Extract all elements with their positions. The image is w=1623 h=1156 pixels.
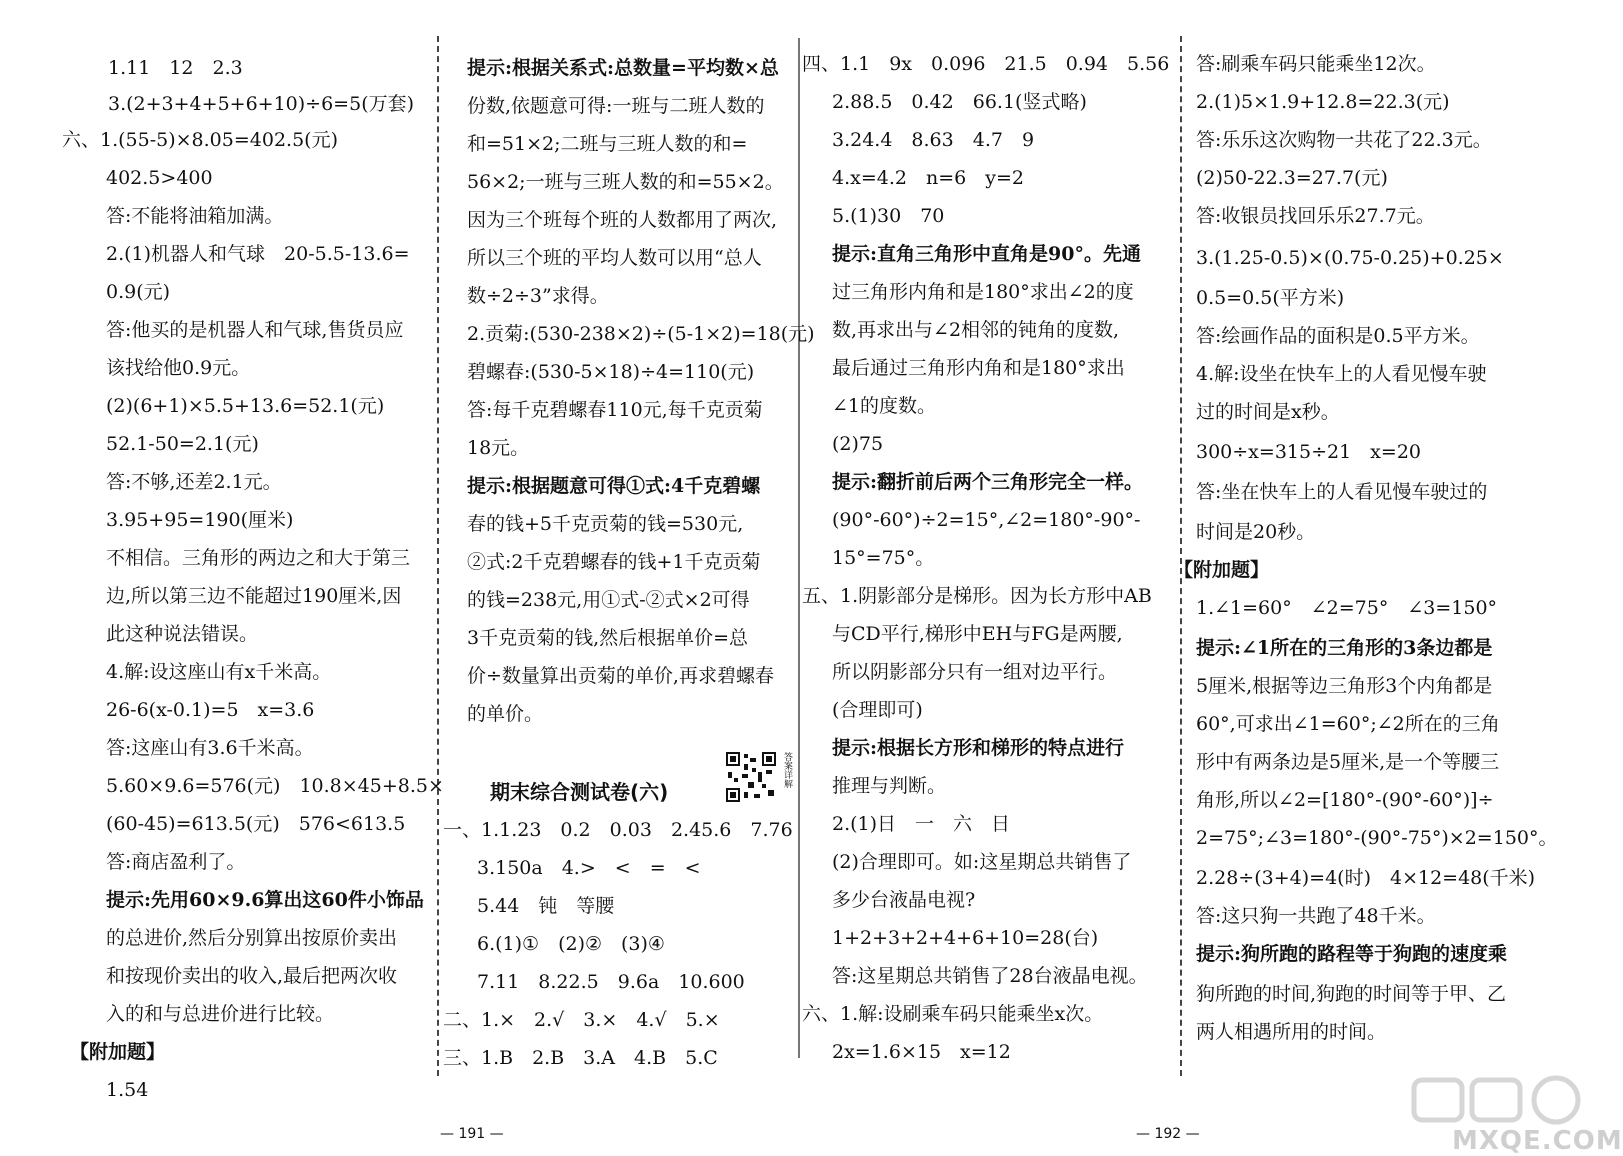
page-divider [798,38,800,1058]
column-separator-1 [437,36,439,1076]
page-number-right: — 192 — [1136,1126,1200,1142]
text-line: 答:乐乐这次购物一共花了22.3元。 [1196,129,1492,151]
text-line: 答:坐在快车上的人看见慢车驶过的 [1196,481,1488,503]
qr-caption: 答案详解 [782,752,792,788]
text-line: 一、1.1.23 0.2 0.03 2.45.6 7.76 [443,819,793,841]
hint-line: 提示:直角三角形中直角是90°。先通 [832,243,1141,265]
text-line: 多少台液晶电视? [832,889,976,911]
text-line: 3千克贡菊的钱,然后根据单价=总 [467,627,749,649]
text-line: 五、1.阴影部分是梯形。因为长方形中AB [802,585,1152,607]
text-line: 18元。 [467,437,530,459]
text-line: 所以三个班的平均人数可以用“总人 [467,247,762,269]
text-line: 4.x=4.2 n=6 y=2 [832,167,1024,189]
text-line: 六、1.解:设刷乘车码只能乘坐x次。 [802,1003,1104,1025]
bonus-heading: 【附加题】 [1174,559,1270,581]
text-line: 此这种说法错误。 [106,623,259,645]
text-line: 300÷x=315÷21 x=20 [1196,441,1421,463]
text-line: 2.(1)5×1.9+12.8=22.3(元) [1196,91,1450,113]
text-line: 时间是20秒。 [1196,521,1316,543]
text-line: (2)合理即可。如:这星期总共销售了 [832,851,1132,873]
text-line: 春的钱+5千克贡菊的钱=530元, [467,513,744,535]
text-line: 2.贡菊:(530-238×2)÷(5-1×2)=18(元) [467,323,815,345]
text-line: 形中有两条边是5厘米,是一个等腰三 [1196,751,1500,773]
hint-line: 提示:根据题意可得①式:4千克碧螺 [467,475,761,497]
text-line: 5厘米,根据等边三角形3个内角都是 [1196,675,1493,697]
text-line: 和=51×2;二班与三班人数的和= [467,133,748,155]
section-title: 期末综合测试卷(六) [490,780,669,804]
text-line: (90°-60°)÷2=15°,∠2=180°-90°- [832,509,1141,531]
text-line: 2.(1)机器人和气球 20-5.5-13.6= [106,243,410,265]
text-line: 答:他买的是机器人和气球,售货员应 [106,319,404,341]
text-line: 入的和与总进价进行比较。 [106,1003,335,1025]
hint-line: 提示:翻折前后两个三角形完全一样。 [832,471,1144,493]
text-line: 60°,可求出∠1=60°;∠2所在的三角 [1196,713,1500,735]
text-line: 的钱=238元,用①式-②式×2可得 [467,589,750,611]
text-line: ∠1的度数。 [832,395,937,417]
text-line: 26-6(x-0.1)=5 x=3.6 [106,699,315,721]
text-line: 答:这座山有3.6千米高。 [106,737,314,759]
qr-code-icon [726,752,776,802]
text-line: 与CD平行,梯形中EH与FG是两腰, [832,623,1123,645]
text-line: 三、1.B 2.B 3.A 4.B 5.C [443,1047,718,1069]
text-line: 1+2+3+2+4+6+10=28(台) [832,927,1099,949]
text-line: 1.11 12 2.3 [108,57,243,79]
hint-line: 提示:根据关系式:总数量=平均数×总 [467,57,779,79]
text-line: 不相信。三角形的两边之和大于第三 [106,547,411,569]
text-line: 答:每千克碧螺春110元,每千克贡菊 [467,399,763,421]
text-line: 角形,所以∠2=[180°-(90°-60°)]÷ [1196,789,1494,811]
text-line: 答:不能将油箱加满。 [106,205,284,227]
text-line: (2)75 [832,433,884,455]
text-line: 3.95+95=190(厘米) [106,509,294,531]
text-line: 56×2;一班与三班人数的和=55×2。 [467,171,784,193]
text-line: 52.1-50=2.1(元) [106,433,259,455]
text-line: 1.∠1=60° ∠2=75° ∠3=150° [1196,597,1498,619]
text-line: 2=75°;∠3=180°-(90°-75°)×2=150°。 [1196,827,1558,849]
page-number-left: — 191 — [440,1126,504,1142]
text-line: 5.(1)30 70 [832,205,945,227]
column-separator-2 [1180,36,1182,1076]
text-line: 答:刷乘车码只能乘坐12次。 [1196,53,1436,75]
hint-line: 提示:∠1所在的三角形的3条边都是 [1196,637,1493,659]
text-line: 价÷数量算出贡菊的单价,再求碧螺春 [467,665,774,687]
text-line: 答:这星期总共销售了28台液晶电视。 [832,965,1148,987]
text-line: (60-45)=613.5(元) 576<613.5 [106,813,406,835]
text-line: 3.(2+3+4+5+6+10)÷6=5(万套) [108,93,415,115]
text-line: 15°=75°。 [832,547,935,569]
text-line: (2)50-22.3=27.7(元) [1196,167,1388,189]
text-line: 碧螺春:(530-5×18)÷4=110(元) [467,361,755,383]
text-line: 二、1.× 2.√ 3.× 4.√ 5.× [443,1009,720,1031]
text-line: 答:商店盈利了。 [106,851,246,873]
text-line: 2.88.5 0.42 66.1(竖式略) [832,91,1087,113]
text-line: 7.11 8.22.5 9.6a 10.600 [477,971,745,993]
text-line: 5.44 钝 等腰 [477,895,615,917]
text-line: 六、1.(55-5)×8.05=402.5(元) [62,129,339,151]
text-line: 的单价。 [467,703,544,725]
text-line: 答:绘画作品的面积是0.5平方米。 [1196,325,1480,347]
text-line: 的总进价,然后分别算出按原价卖出 [106,927,398,949]
text-line: 402.5>400 [106,167,213,189]
text-line: 5.60×9.6=576(元) 10.8×45+8.5× [106,775,444,797]
text-line: 答:这只狗一共跑了48千米。 [1196,905,1436,927]
text-line: 0.5=0.5(平方米) [1196,287,1345,309]
text-line: 1.54 [106,1079,149,1101]
text-line: 3.(1.25-0.5)×(0.75-0.25)+0.25× [1196,247,1504,269]
text-line: 4.解:设坐在快车上的人看见慢车驶 [1196,363,1487,385]
text-line: 狗所跑的时间,狗跑的时间等于甲、乙 [1196,983,1507,1005]
hint-line: 提示:狗所跑的路程等于狗跑的速度乘 [1196,943,1508,965]
bonus-heading: 【附加题】 [70,1041,166,1063]
text-line: 份数,依题意可得:一班与二班人数的 [467,95,765,117]
text-line: 0.9(元) [106,281,171,303]
text-line: 答:收银员找回乐乐27.7元。 [1196,205,1435,227]
text-line: 所以阴影部分只有一组对边平行。 [832,661,1118,683]
hint-line: 提示:先用60×9.6算出这60件小饰品 [106,889,424,911]
text-line: 答:不够,还差2.1元。 [106,471,282,493]
text-line: 和按现价卖出的收入,最后把两次收 [106,965,398,987]
text-line: 3.24.4 8.63 4.7 9 [832,129,1035,151]
text-line: 数,再求出与∠2相邻的钝角的度数, [832,319,1120,341]
text-line: 2.28÷(3+4)=4(时) 4×12=48(千米) [1196,867,1536,889]
text-line: (2)(6+1)×5.5+13.6=52.1(元) [106,395,385,417]
text-line: 过三角形内角和是180°求出∠2的度 [832,281,1134,303]
text-line: 最后通过三角形内角和是180°求出 [832,357,1125,379]
text-line: ②式:2千克碧螺春的钱+1千克贡菊 [467,551,761,573]
text-line: 该找给他0.9元。 [106,357,251,379]
text-line: (合理即可) [832,699,923,721]
text-line: 过的时间是x秒。 [1196,401,1340,423]
text-line: 边,所以第三边不能超过190厘米,因 [106,585,402,607]
watermark-text: MXQE.COM [1452,1126,1623,1156]
text-line: 3.150a 4.> < = < [477,857,701,879]
text-line: 四、1.1 9x 0.096 21.5 0.94 5.56 [802,53,1170,75]
text-line: 数÷2÷3”求得。 [467,285,609,307]
text-line: 6.(1)① (2)② (3)④ [477,933,665,955]
text-line: 4.解:设这座山有x千米高。 [106,661,332,683]
text-line: 推理与判断。 [832,775,947,797]
hint-line: 提示:根据长方形和梯形的特点进行 [832,737,1125,759]
text-line: 2.(1)日 一 六 日 [832,813,1011,835]
text-line: 两人相遇所用的时间。 [1196,1021,1387,1043]
text-line: 因为三个班每个班的人数都用了两次, [467,209,778,231]
text-line: 2x=1.6×15 x=12 [832,1041,1011,1063]
